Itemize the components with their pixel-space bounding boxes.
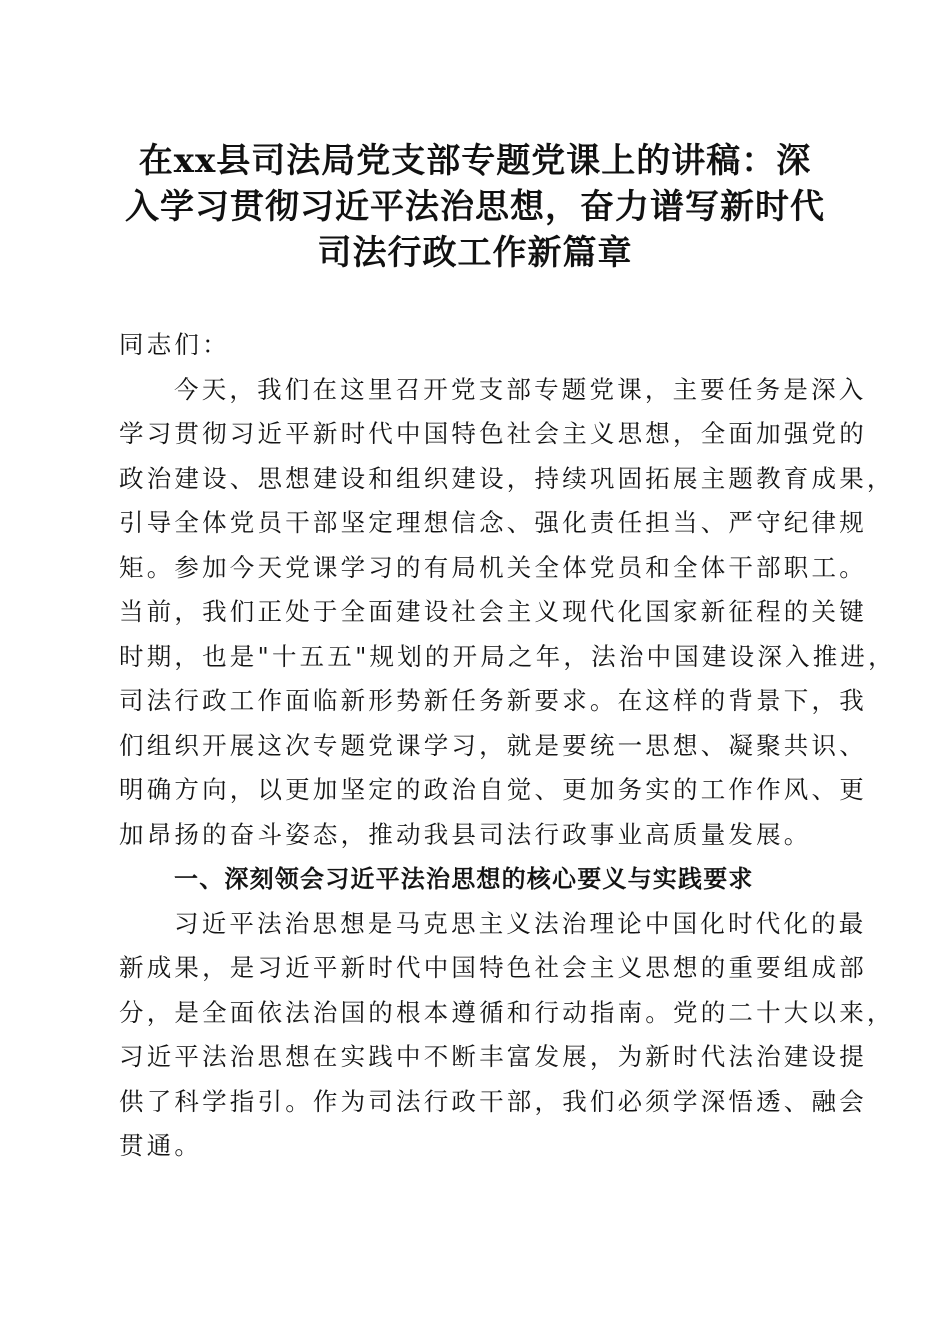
title-line: 入学习贯彻习近平法治思想，奋力谱写新时代 [125,187,825,227]
paragraph-line: 贯通。 [119,1131,203,1160]
section-heading: 一、深刻领会习近平法治思想的核心要义与实践要求 [174,865,754,893]
paragraph-line: 加昂扬的奋斗姿态，推动我县司法行政事业高质量发展。 [119,819,812,849]
document-body [119,323,896,1169]
paragraph-line: 新成果，是习近平新时代中国特色社会主义思想的重要组成部 [119,953,867,982]
paragraph-line: 供了科学指引。作为司法行政干部，我们必须学深悟透、融会 [119,1086,867,1116]
section-paragraph [119,902,895,1169]
paragraph-line: 们组织开展这次专题党课学习，就是要统一思想、凝聚共识、 [119,730,867,760]
paragraph-line: 司法行政工作面临新形势新任务新要求。在这样的背景下，我 [119,686,867,715]
paragraph-line: 习近平法治思想在实践中不断丰富发展，为新时代法治建设提 [119,1042,867,1071]
intro-paragraph [119,368,896,858]
salutation: 同志们： [119,330,230,359]
paragraph-line: 今天，我们在这里召开党支部专题党课，主要任务是深入 [174,374,867,404]
paragraph-line: 学习贯彻习近平新时代中国特色社会主义思想，全面加强党的 [119,419,867,448]
paragraph-line: 习近平法治思想是马克思主义法治理论中国化时代化的最 [174,908,867,938]
document-title [118,138,832,276]
paragraph-line: 政治建设、思想建设和组织建设，持续巩固拓展主题教育成果， [119,463,895,493]
paragraph-line: 矩。参加今天党课学习的有局机关全体党员和全体干部职工。 [119,552,867,582]
paragraph-line: 引导全体党员干部坚定理想信念、强化责任担当、严守纪律规 [119,508,867,537]
title-line: 在xx县司法局党支部专题党课上的讲稿：深 [138,141,812,181]
paragraph-line: 明确方向，以更加坚定的政治自觉、更加务实的工作作风、更 [119,775,867,804]
paragraph-line: 分，是全面依法治国的根本遵循和行动指南。党的二十大以来， [119,997,895,1027]
paragraph-line: 当前，我们正处于全面建设社会主义现代化国家新征程的关键 [119,597,867,626]
title-line: 司法行政工作新篇章 [317,233,633,273]
paragraph-line: 时期，也是"十五五"规划的开局之年，法治中国建设深入推进， [119,641,896,671]
